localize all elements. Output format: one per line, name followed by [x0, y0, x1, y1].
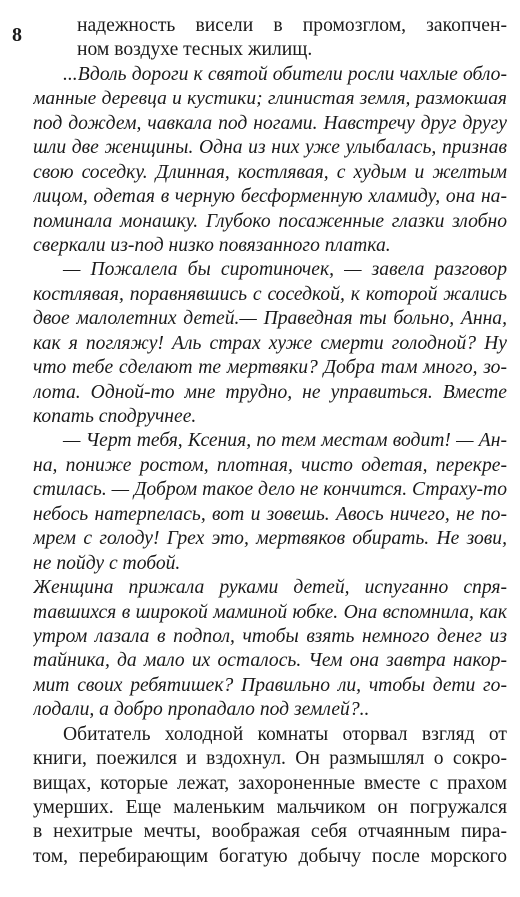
text-line: как я погляжу! Аль страх хуже смерти голодной? Ну [33, 332, 507, 354]
text-line: умерших. Еще маленьким мальчиком он погружался [33, 797, 507, 818]
text-line: том, перебирающим богатую добычу после морского [33, 845, 507, 867]
text-line: поминала монашку. Глубоко посаженные глазки злобно [33, 210, 507, 232]
text-line: ...Вдоль дороги к святой обители росли чахлые обло- [63, 63, 507, 85]
page-number: 8 [12, 24, 22, 46]
text-line: мрем с голоду! Грех это, мертвяков обирать. Не зови, [33, 528, 507, 550]
text-line: лицом, одетая в черную бесформенную хламиду, она на- [33, 186, 507, 208]
text-line: манные деревца и кустики; глинистая земля, размокшая [33, 88, 507, 110]
text-line: не пойду с тобой. [33, 552, 181, 574]
text-line: Обитатель холодной комнаты оторвал взгляд от [63, 723, 507, 745]
text-line: лодали, а добро пропадало под землей?.. [33, 699, 370, 721]
text-line: небось натерпелась, вот и зовешь. Авось ничего, не по- [33, 503, 507, 525]
text-line: стилась. — Добром такое дело не кончится. Страху-то [33, 479, 507, 501]
text-line: что тебе сделают те мертвяки? Добра там много, зо- [33, 357, 507, 379]
text-line: сверкали из-под низко повязанного платка. [33, 234, 391, 256]
text-line: шли две женщины. Одна из них уже улыбалась, признав [33, 137, 507, 159]
body-text [33, 14, 507, 869]
text-line: в нехитрые мечты, воображая себя отчаянным пира- [33, 821, 507, 843]
text-line: мит своих ребятишек? Правильно ли, чтобы дети го- [33, 674, 507, 696]
text-line: копать сподручнее. [33, 406, 197, 427]
text-line: Женщина прижала руками детей, испуганно спря- [33, 577, 507, 599]
text-line: надежность висели в промозглом, закопчен- [77, 15, 507, 36]
text-line: — Пожалела бы сиротиночек, — завела разговор [63, 259, 507, 281]
text-line: под дождем, чавкала под ногами. Навстречу друг другу [33, 112, 507, 134]
text-line: книги, поежился и вздохнул. Он размышлял о сокро- [33, 748, 507, 770]
text-line: вищах, которые лежат, захороненные вместе с прахом [33, 772, 507, 794]
text-line: — Черт тебя, Ксения, по тем местам водит! — Ан- [63, 430, 507, 452]
text-line: на, пониже ростом, плотная, чисто одетая, перекре- [33, 454, 507, 476]
text-line: свою соседку. Длинная, костлявая, с худым и желтым [33, 161, 507, 183]
text-line: тавшихся в широкой маминой юбке. Она вспомнила, как [33, 601, 507, 623]
text-line: утром лазала в подпол, чтобы взять немного денег из [33, 625, 507, 647]
text-line: лота. Одной-то мне трудно, не управиться. Вместе [33, 381, 507, 403]
text-line: ном воздухе тесных жилищ. [77, 39, 313, 61]
text-line: костлявая, поравнявшись с соседкой, к которой жались [33, 283, 507, 305]
text-line: тайника, да мало их осталось. Чем она завтра накор- [33, 650, 507, 672]
text-line: двое малолетних детей.— Праведная ты больно, Анна, [33, 308, 507, 330]
